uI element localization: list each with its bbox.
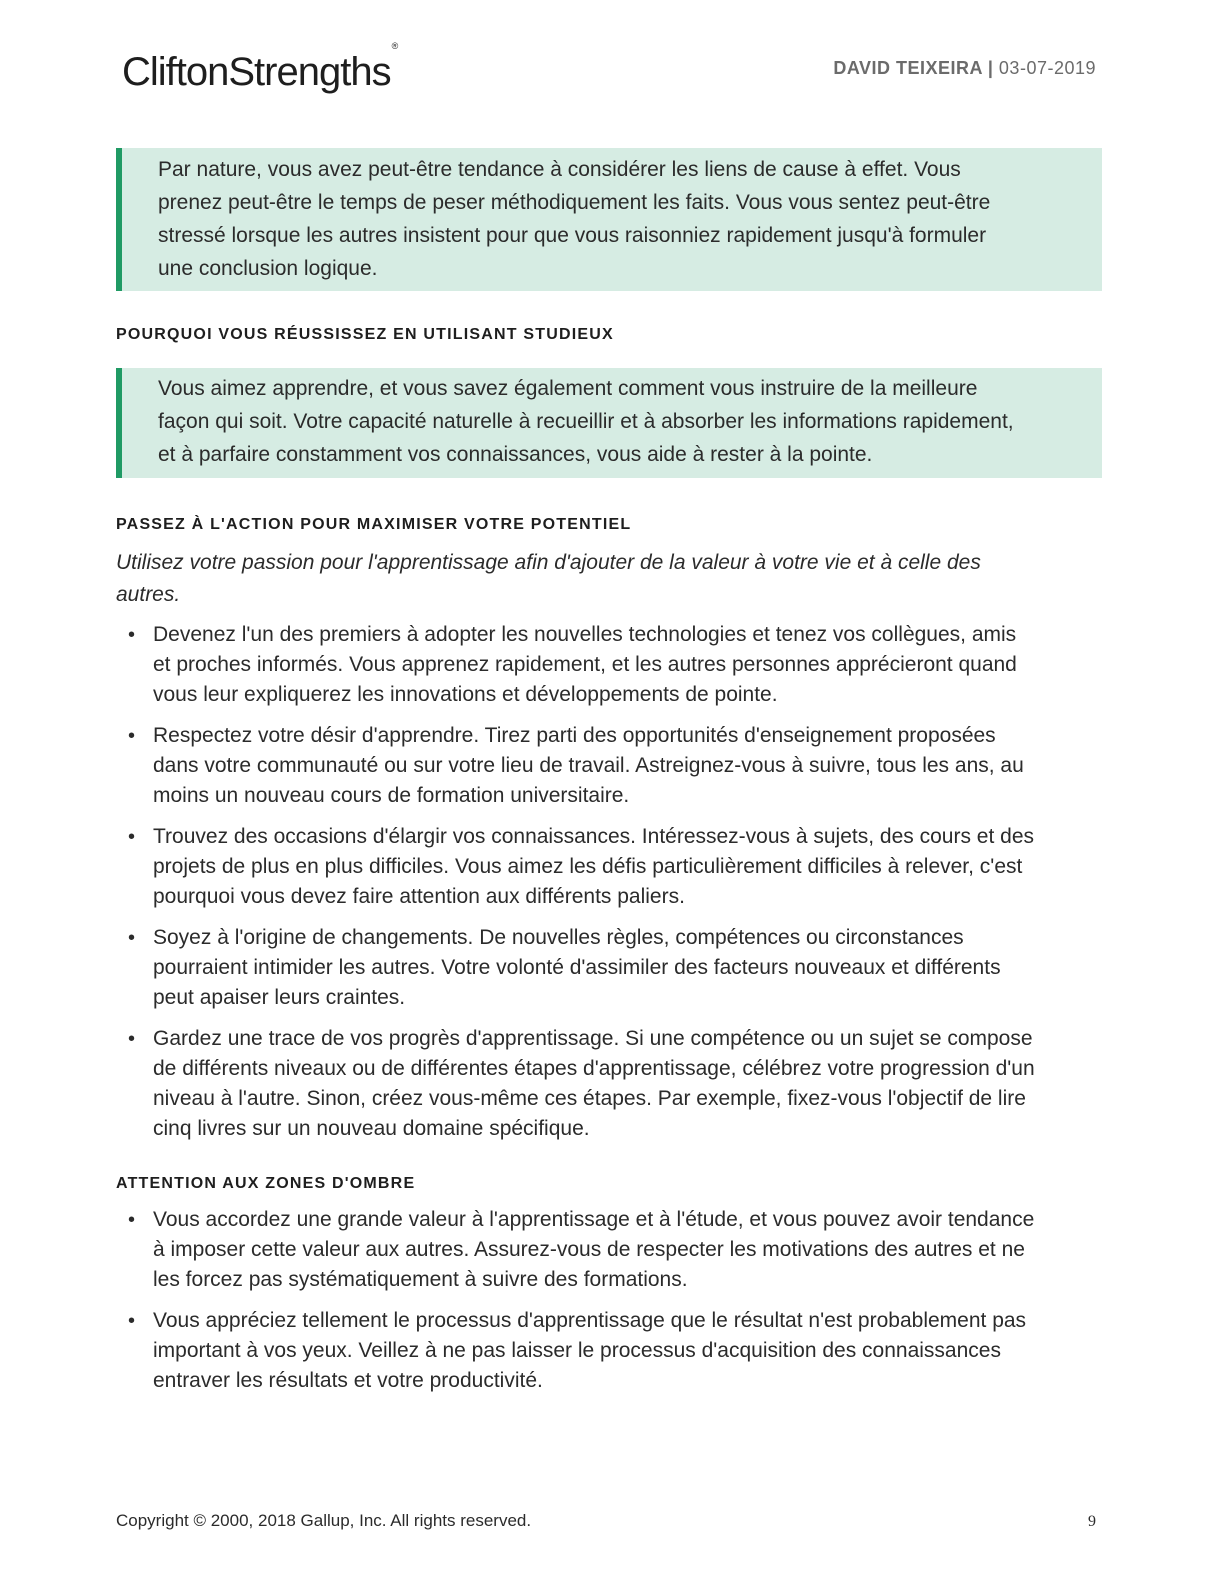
- bullet-icon: •: [128, 624, 136, 646]
- page-number: 9: [1088, 1513, 1096, 1530]
- list-item-text: Soyez à l'origine de changements. De nouvelles règles, compétences ou circonstances pourraient intimider les autres. Votre volonté d'assimiler des facteurs nouveaux et différents peut apaiser leurs craintes.: [153, 926, 1001, 1009]
- bullet-icon: •: [128, 1209, 136, 1231]
- logo-text: CliftonStrengths: [122, 50, 391, 94]
- list-item-text: Gardez une trace de vos progrès d'apprentissage. Si une compétence ou un sujet se compose de différents niveaux ou de différentes étapes d'apprentissage, célébrez votre progression d'un niveau à l'autre. Sinon, créez vous-même ces étapes. Par exemple, fixez-vous l'objectif de lire cinq livres sur un nouveau domaine spécifique.: [153, 1027, 1035, 1140]
- callout-insight-text: Par nature, vous avez peut-être tendance à considérer les liens de cause à effet. Vous prenez peut-être le temps de peser méthodiquement les faits. Vous vous sentez peut-être stressé lorsque les autres insistent pour que vous raisonniez rapidement jusqu'à formuler une conclusion logique.: [158, 158, 991, 280]
- list-item: [116, 1306, 1036, 1396]
- registered-mark: ®: [391, 40, 398, 51]
- report-date: 03-07-2019: [998, 58, 1096, 78]
- bullet-icon: •: [128, 927, 136, 949]
- list-item: [116, 1024, 1036, 1144]
- footer-copyright: Copyright © 2000, 2018 Gallup, Inc. All rights reserved.: [116, 1511, 532, 1530]
- bullet-icon: •: [128, 725, 136, 747]
- blind-spots-list: [116, 1205, 1036, 1407]
- callout-why-succeed-text: Vous aimez apprendre, et vous savez également comment vous instruire de la meilleure façon qui soit. Votre capacité naturelle à recueillir et à absorber les informations rapidement, et à parfaire constamment vos connaissances, vous aide à rester à la pointe.: [158, 377, 1014, 466]
- list-item-text: Respectez votre désir d'apprendre. Tirez parti des opportunités d'enseignement proposées dans votre communauté ou sur votre lieu de travail. Astreignez-vous à suivre, tous les ans, au moins un nouveau cours de formation universitaire.: [153, 724, 1024, 807]
- callout-insight: [116, 148, 1102, 291]
- list-item: [116, 1205, 1036, 1295]
- person-name: DAVID TEIXEIRA |: [833, 58, 994, 78]
- bullet-icon: •: [128, 1310, 136, 1332]
- list-item: [116, 923, 1036, 1013]
- callout-why-succeed: [116, 368, 1102, 478]
- action-intro: Utilisez votre passion pour l'apprentissage afin d'ajouter de la valeur à votre vie et à celle des autres.: [116, 551, 981, 606]
- list-item: [116, 721, 1036, 811]
- list-item-text: Trouvez des occasions d'élargir vos connaissances. Intéressez-vous à sujets, des cours et des projets de plus en plus difficiles. Vous aimez les défis particulièrement difficiles à relever, c'est pourquoi vous devez faire attention aux différents paliers.: [153, 825, 1034, 908]
- bullet-icon: •: [128, 1028, 136, 1050]
- section-heading-why-succeed: POURQUOI VOUS RÉUSSISSEZ EN UTILISANT STUDIEUX: [116, 326, 614, 343]
- list-item-text: Vous appréciez tellement le processus d'apprentissage que le résultat n'est probablement pas important à vos yeux. Veillez à ne pas laisser le processus d'acquisition des connaissances entraver les résultats et votre productivité.: [153, 1309, 1027, 1392]
- cliftonstrengths-logo: [122, 40, 398, 94]
- action-items-list: [116, 620, 1036, 1155]
- report-meta: [833, 58, 1096, 79]
- section-heading-take-action: PASSEZ À L'ACTION POUR MAXIMISER VOTRE POTENTIEL: [116, 516, 632, 533]
- list-item: [116, 822, 1036, 912]
- list-item-text: Devenez l'un des premiers à adopter les nouvelles technologies et tenez vos collègues, amis et proches informés. Vous apprenez rapidement, et les autres personnes apprécieront quand vous leur expliquerez les innovations et développements de pointe.: [153, 623, 1017, 706]
- bullet-icon: •: [128, 826, 136, 848]
- list-item-text: Vous accordez une grande valeur à l'apprentissage et à l'étude, et vous pouvez avoir tendance à imposer cette valeur aux autres. Assurez-vous de respecter les motivations des autres et ne les forcez pas systématiquement à suivre des formations.: [153, 1208, 1035, 1291]
- list-item: [116, 620, 1036, 710]
- section-heading-blind-spots: ATTENTION AUX ZONES D'OMBRE: [116, 1175, 416, 1192]
